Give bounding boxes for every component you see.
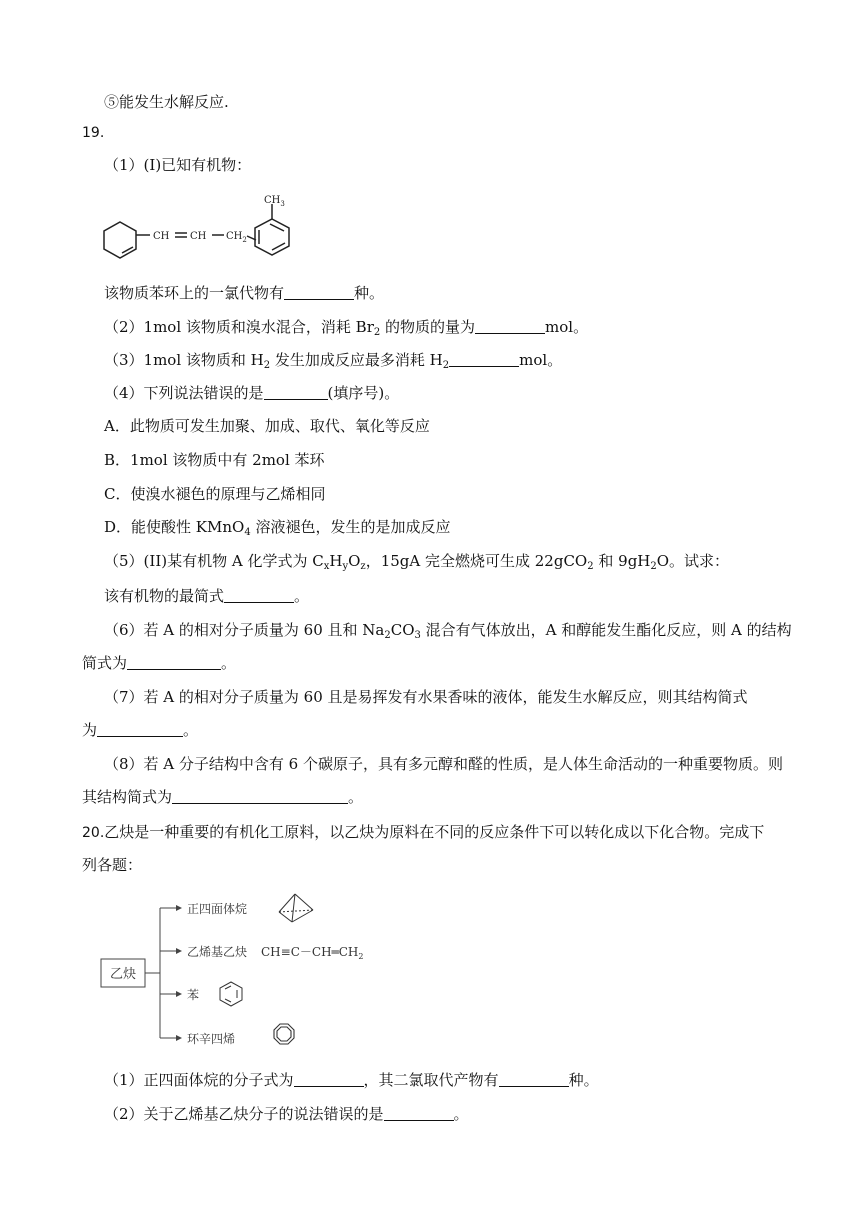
answer-blank[interactable]	[384, 1104, 454, 1121]
q19-empirical-formula: 该有机物的最简式 。	[104, 587, 310, 605]
q19-part7-cont: 为 。	[82, 721, 199, 739]
option-b: B．1mol 该物质中有 2mol 苯环	[104, 451, 325, 469]
product-cyclooctatetraene: 环辛四烯	[187, 1032, 236, 1046]
question-19-number: 19.	[82, 125, 105, 141]
prev-item-5: ⑤能发生水解反应.	[104, 93, 229, 111]
answer-blank[interactable]	[127, 653, 221, 670]
q19-part4: （4）下列说法错误的是 (填序号)。	[104, 384, 400, 402]
q19-part2: （2）1mol 该物质和溴水混合，消耗 $Br_2$ 的物质的量为 mol。	[104, 318, 589, 338]
svg-text:CH: CH	[153, 231, 170, 242]
q19-part6: （6）若 A 的相对分子质量为 60 且和 $Na_2CO_3$ 混合有气体放出，A 和醇能发生酯化反应，则 A 的结构	[104, 621, 792, 641]
molecule-structure-1	[100, 190, 300, 270]
q19-part5: （5）(II)某有机物 A 化学式为 $C_xH_yO_z$，15gA 完全燃烧可生成 22gCO$_2$ 和 $9gH_2O$。试求：	[104, 552, 730, 572]
svg-text:CH: CH	[190, 231, 207, 242]
vinylacetylene-formula: $CH\equiv C-CH═CH_2$	[261, 945, 364, 961]
q19-part6-cont: 简式为 。	[82, 654, 237, 672]
q19-part3: （3）1mol 该物质和 $H_2$ 发生加成反应最多消耗 $H_2$ mol。	[104, 351, 563, 371]
q19-part8: （8）若 A 分子结构中含有 6 个碳原子，具有多元醇和醛的性质，是人体生命活动的一种重要物质。则	[104, 755, 783, 773]
q19-part8-cont: 其结构简式为 。	[82, 788, 364, 806]
tetrahedrane-structure	[279, 894, 313, 922]
option-d: D．能使酸性 KMnO$_4$ 溶液褪色，发生的是加成反应	[104, 518, 451, 538]
benzene-structure	[220, 982, 242, 1006]
product-tetrahedrane: 正四面体烷	[187, 902, 248, 916]
answer-blank[interactable]	[172, 787, 348, 804]
cyclooctatetraene-structure	[274, 1024, 294, 1044]
arrow-icon	[176, 1035, 182, 1041]
arrow-icon	[176, 948, 182, 954]
q20-part2: （2）关于乙烯基乙炔分子的说法错误的是 。	[104, 1105, 469, 1123]
arrow-icon	[176, 991, 182, 997]
q19-line-monochloro: 该物质苯环上的一氯代物有 种。	[104, 284, 385, 302]
product-vinylacetylene: 乙烯基乙炔	[187, 945, 248, 959]
q19-part1-intro: （1）(I)已知有机物：	[104, 156, 252, 174]
answer-blank[interactable]	[499, 1070, 569, 1087]
answer-blank[interactable]	[284, 283, 354, 300]
option-a: A．此物质可发生加聚、加成、取代、氧化等反应	[104, 417, 430, 435]
arrow-icon	[176, 905, 182, 911]
source-label: 乙炔	[109, 967, 137, 982]
option-c: C．使溴水褪色的原理与乙烯相同	[104, 485, 326, 503]
answer-blank[interactable]	[449, 350, 519, 367]
svg-text:CH3: $CH_3$	[264, 195, 285, 208]
svg-text:CH2: $CH_2$	[226, 231, 247, 244]
product-benzene: 苯	[187, 988, 200, 1002]
q20-part1: （1）正四面体烷的分子式为 ，其二氯取代产物有 种。	[104, 1071, 599, 1089]
answer-blank[interactable]	[97, 720, 183, 737]
answer-blank[interactable]	[294, 1070, 364, 1087]
q19-part7: （7）若 A 的相对分子质量为 60 且是易挥发有水果香味的液体，能发生水解反应，则其结构简式	[104, 688, 748, 706]
acetylene-reaction-diagram	[98, 888, 398, 1060]
question-20: 20.乙炔是一种重要的有机化工原料，以乙炔为原料在不同的反应条件下可以转化成以下化合物。完成下	[82, 823, 765, 841]
answer-blank[interactable]	[224, 586, 294, 603]
answer-blank[interactable]	[264, 383, 328, 400]
answer-blank[interactable]	[475, 317, 545, 334]
question-20-cont: 列各题：	[82, 856, 143, 874]
